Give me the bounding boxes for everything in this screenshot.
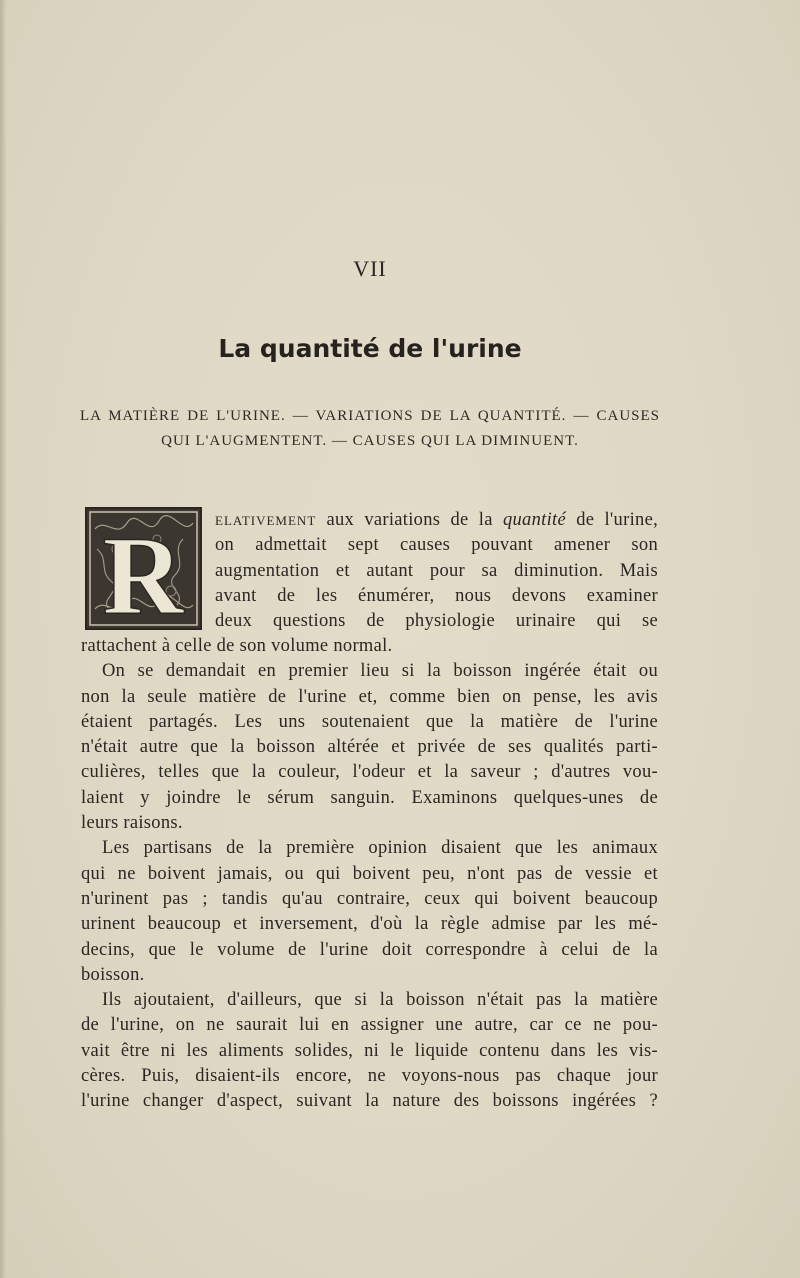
body-text-block <box>81 634 658 1115</box>
intro-line-6: rattachent à celle de son volume normal. <box>81 636 393 656</box>
paragraph-line: n'urinent pas ; tandis qu'au contraire, ceux qui boivent beaucoup <box>81 888 658 909</box>
dropcap-ornament-icon <box>87 509 200 628</box>
intro-line-1 <box>215 508 658 533</box>
paragraph-line: culières, telles que la couleur, l'odeur et la saveur ; d'autres vou- <box>81 762 658 783</box>
paragraph-line: cères. Puis, disaient-ils encore, ne voyons-nous pas chaque jour <box>81 1066 658 1087</box>
intro-paragraph <box>215 508 658 634</box>
chapter-number: VII <box>353 256 387 281</box>
paragraph-line: étaient partagés. Les uns soutenaient que la matière de l'urine <box>81 711 658 732</box>
ornamental-dropcap <box>85 507 202 630</box>
paragraph-line: boisson. <box>81 964 145 985</box>
summary-line-1: LA MATIÈRE DE L'URINE. — VARIATIONS DE LA QUANTITÉ. — CAUSES <box>80 408 660 424</box>
intro-line-5: deux questions de physiologie urinaire qui se <box>215 611 658 632</box>
paragraph-line: Ils ajoutaient, d'ailleurs, que si la boisson n'était pas la matière <box>102 990 658 1011</box>
paragraph-line: l'urine changer d'aspect, suivant la nature des boissons ingérées ? <box>81 1091 658 1112</box>
intro-line-2: on admettait sept causes pouvant amener son <box>215 535 658 556</box>
intro-text: de l'urine, <box>565 510 658 530</box>
paragraph-line: n'était autre que la boisson altérée et privée de ses qualités parti- <box>81 737 658 758</box>
paragraph-line: de l'urine, on ne saurait lui en assigner une autre, car ce ne pou- <box>81 1015 658 1036</box>
chapter-title: La quantité de l'urine <box>218 334 522 363</box>
page-binding-edge <box>0 0 6 1278</box>
summary-line-2: QUI L'AUGMENTENT. — CAUSES QUI LA DIMINUENT. <box>161 433 579 449</box>
paragraph-line: urinent beaucoup et inversement, d'où la règle admise par les mé- <box>81 914 658 935</box>
paragraph-line: On se demandait en premier lieu si la boisson ingérée était ou <box>102 661 658 682</box>
paragraph-line: qui ne boivent jamais, ou qui boivent peu, n'ont pas de vessie et <box>81 863 658 884</box>
intro-line-3: augmentation et autant pour sa diminution. Mais <box>215 560 658 581</box>
chapter-summary <box>80 404 660 454</box>
paragraph-line: leurs raisons. <box>81 813 183 834</box>
intro-italic-word: quantité <box>502 510 566 530</box>
paragraph-line: decins, que le volume de l'urine doit correspondre à celui de la <box>81 939 658 960</box>
intro-lead-word: elativement <box>215 510 317 530</box>
paragraph-line: non la seule matière de l'urine et, comme bien on pense, les avis <box>81 686 658 707</box>
dropcap-letter: R <box>102 514 184 628</box>
paragraph-line: Les partisans de la première opinion disaient que les animaux <box>102 838 658 859</box>
paragraph-line: laient y joindre le sérum sanguin. Examinons quelques-unes de <box>81 787 658 808</box>
paragraph-line: vait être ni les aliments solides, ni le liquide contenu dans les vis- <box>81 1040 658 1061</box>
intro-line-4: avant de les énumérer, nous devons examiner <box>215 585 658 606</box>
intro-text: aux variations de la <box>316 510 503 530</box>
